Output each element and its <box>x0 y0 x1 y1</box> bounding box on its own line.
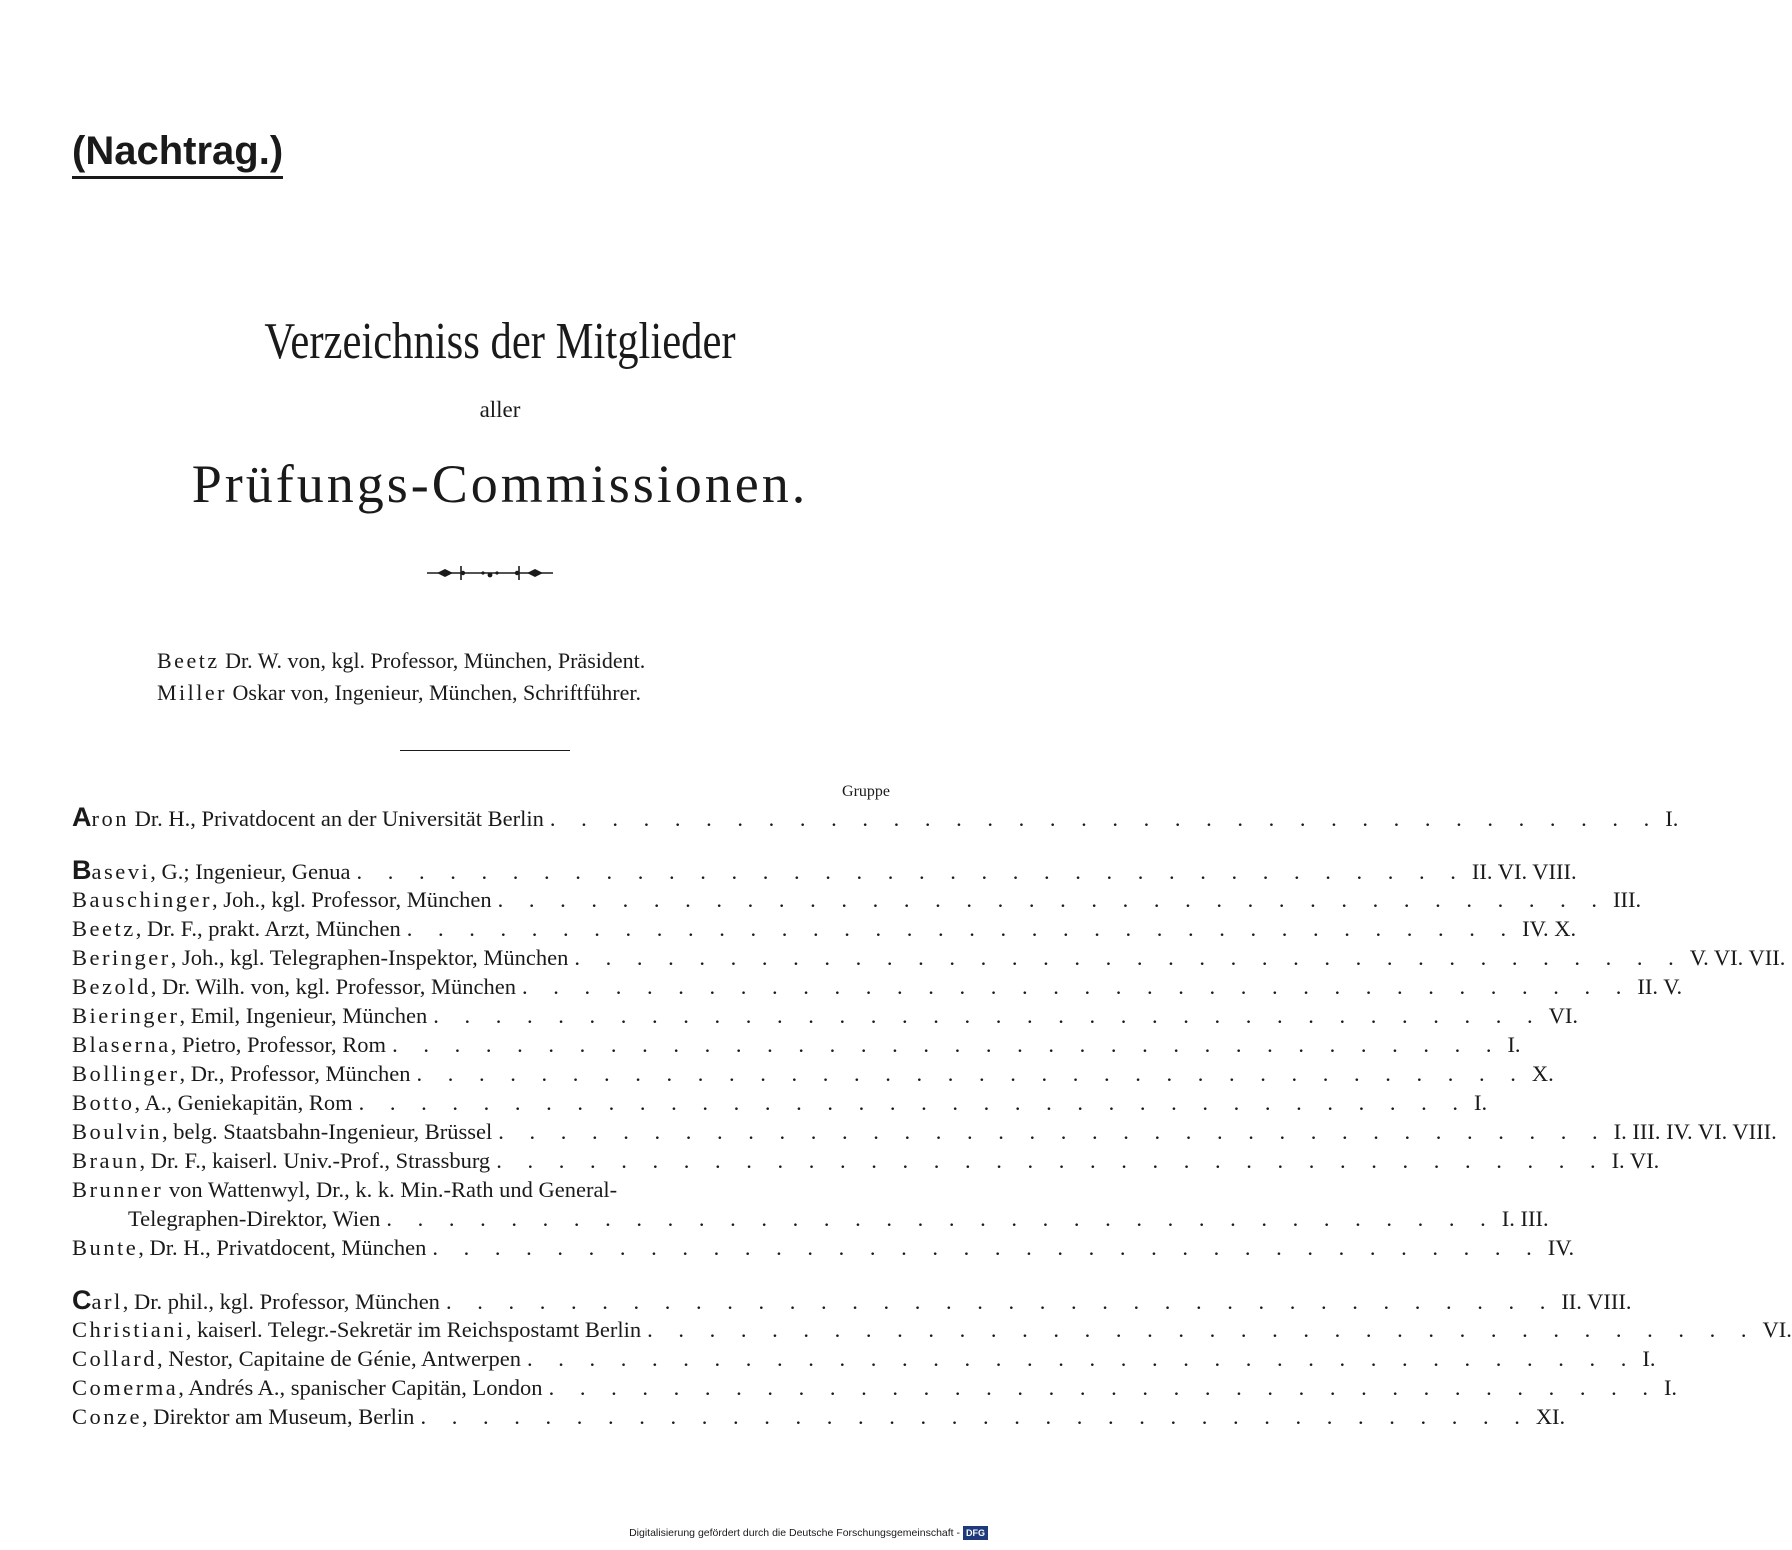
entry-text <box>72 1175 617 1204</box>
list-item <box>72 943 1786 972</box>
dfg-logo: DFG <box>963 1526 988 1540</box>
entry-details: , Joh., kgl. Telegraphen-Inspektor, München <box>170 945 569 970</box>
entry-details: , Dr. phil., kgl. Professor, München <box>122 1289 440 1314</box>
entry-details: , Emil, Ingenieur, München <box>179 1003 428 1028</box>
entry-text <box>72 885 492 914</box>
entry-name: Bezold <box>72 974 151 999</box>
entry-details: , Nestor, Capitaine de Génie, Antwerpen <box>157 1346 521 1371</box>
dot-leader: . . . . . . . . . . . . . . . . . . . . . . . . . . . . . . . . . . . . <box>406 916 1517 941</box>
entry-name: Collard <box>72 1346 157 1371</box>
list-item <box>72 1285 1632 1315</box>
list-item <box>72 1233 1575 1262</box>
entry-text <box>72 856 351 886</box>
entry-text <box>72 1059 410 1088</box>
dot-leader: . . . . . . . . . . . . . . . . . . . . . . . . . . . . . . . . . . . . <box>392 1032 1502 1057</box>
dot-leader: . . . . . . . . . . . . . . . . . . . . . . . . . . . . . . . . . . . . <box>433 1003 1543 1028</box>
entry-details: , Pietro, Professor, Rom <box>170 1032 387 1057</box>
list-item <box>72 1373 1678 1402</box>
entry-details: , A., Geniekapitän, Rom <box>134 1090 353 1115</box>
entry-text <box>72 803 544 833</box>
entry-group: II. VI. VIII. <box>1471 859 1577 884</box>
entry-details: , kaiserl. Telegr.-Sekretär im Reichspostamt Berlin <box>185 1317 642 1342</box>
officer-name: Miller <box>157 680 227 705</box>
entry-text <box>72 1030 386 1059</box>
entry-initial: B <box>72 855 92 885</box>
entry-name: Braun <box>72 1148 140 1173</box>
gruppe-column-header: Gruppe <box>842 783 890 800</box>
footer-credit <box>629 1526 988 1540</box>
dot-leader: . . . . . . . . . . . . . . . . . . . . . . . . . . . . . . . . . . . . <box>496 1148 1606 1173</box>
dot-leader: . . . . . . . . . . . . . . . . . . . . . . . . . . . . . . . . . . . . <box>548 1375 1658 1400</box>
entry-text <box>72 1233 426 1262</box>
list-item <box>72 1344 1656 1373</box>
list-item <box>72 885 1642 914</box>
entry-name: Beringer <box>72 945 171 970</box>
dot-leader: . . . . . . . . . . . . . . . . . . . . . . . . . . . . . . . . . . . . <box>522 974 1632 999</box>
entry-name: asevi <box>91 859 151 884</box>
entry-details: , belg. Staatsbahn-Ingenieur, Brüssel <box>162 1119 493 1144</box>
entry-group: V. VI. VII. <box>1689 945 1786 970</box>
dot-leader: . . . . . . . . . . . . . . . . . . . . . . . . . . . . . . . . . . . . <box>527 1346 1637 1371</box>
dot-leader: . . . . . . . . . . . . . . . . . . . . . . . . . . . . . . . . . . . . <box>497 887 1608 912</box>
entry-text <box>72 1315 641 1344</box>
separator-rule <box>400 750 570 751</box>
entry-initial: C <box>72 1285 92 1315</box>
list-item <box>72 1117 1777 1146</box>
entry-name: Beetz <box>72 916 136 941</box>
entry-text <box>72 1146 490 1175</box>
entry-text <box>72 972 516 1001</box>
entry-text <box>72 1402 414 1431</box>
entry-text <box>72 1204 380 1233</box>
list-item <box>72 914 1577 943</box>
entry-text <box>72 1373 543 1402</box>
entry-name: ron <box>91 806 129 831</box>
list-item <box>72 1315 1792 1344</box>
entry-name: Bauschinger <box>72 887 212 912</box>
officer-line <box>157 677 877 709</box>
list-item <box>72 855 1577 885</box>
entry-details: , Andrés A., spanischer Capitän, London <box>178 1375 543 1400</box>
officer-details: Dr. W. von, kgl. Professor, München, Präsident. <box>219 648 646 673</box>
entry-details: , Dr. F., prakt. Arzt, München <box>135 916 401 941</box>
entry-details: , Joh., kgl. Professor, München <box>211 887 492 912</box>
entry-group: I. VI. <box>1611 1148 1660 1173</box>
entry-group: X. <box>1531 1061 1554 1086</box>
entry-group: VI. <box>1548 1003 1579 1028</box>
footer-text: Digitalisierung gefördert durch die Deutsche Forschungsgemeinschaft - <box>629 1527 960 1539</box>
officer-line <box>157 645 877 677</box>
list-item <box>72 1088 1488 1117</box>
dot-leader: . . . . . . . . . . . . . . . . . . . . . . . . . . . . . . . . . . . . <box>445 1289 1556 1314</box>
entry-name: Blaserna <box>72 1032 171 1057</box>
entry-details: , Dr., Professor, München <box>179 1061 411 1086</box>
entry-group: I. <box>1663 1375 1678 1400</box>
entry-group: I. <box>1665 806 1679 831</box>
dot-leader: . . . . . . . . . . . . . . . . . . . . . . . . . . . . . . . . . . . . <box>574 945 1684 970</box>
entry-details: , Dr. F., kaiserl. Univ.-Prof., Strassburg <box>139 1148 491 1173</box>
entry-group: VI. <box>1762 1317 1792 1342</box>
officers-block <box>157 645 877 709</box>
entry-details: Telegraphen-Direktor, Wien <box>128 1206 381 1231</box>
entry-name: Comerma <box>72 1375 179 1400</box>
dot-leader: . . . . . . . . . . . . . . . . . . . . . . . . . . . . . . . . . . . . <box>416 1061 1526 1086</box>
entry-group: XI. <box>1535 1404 1566 1429</box>
entry-details: von Wattenwyl, Dr., k. k. Min.-Rath und General- <box>163 1177 618 1202</box>
officer-details: Oskar von, Ingenieur, München, Schriftführer. <box>227 680 641 705</box>
entry-name: Christiani <box>72 1317 186 1342</box>
list-item <box>72 1175 895 1204</box>
dot-leader: . . . . . . . . . . . . . . . . . . . . . . . . . . . . . . . . . . . . <box>386 1206 1496 1231</box>
entry-text <box>72 1001 427 1030</box>
entry-details: , Direktor am Museum, Berlin <box>141 1404 415 1429</box>
dot-leader: . . . . . . . . . . . . . . . . . . . . . . . . . . . . . . . . . . . . <box>647 1317 1757 1342</box>
entry-name: arl <box>91 1289 123 1314</box>
dot-leader: . . . . . . . . . . . . . . . . . . . . . . . . . . . . . . . . . . . . <box>356 859 1466 884</box>
entry-name: Botto <box>72 1090 135 1115</box>
list-item <box>72 802 1679 832</box>
member-list <box>72 802 1792 1431</box>
entry-text <box>72 914 401 943</box>
entry-name: Conze <box>72 1404 142 1429</box>
entry-name: Bunte <box>72 1235 139 1260</box>
entry-group: I. <box>1642 1346 1656 1371</box>
entry-text <box>72 1344 521 1373</box>
entry-group: I. III. IV. VI. VIII. <box>1613 1119 1777 1144</box>
entry-group: I. III. <box>1501 1206 1549 1231</box>
entry-text <box>72 1117 492 1146</box>
entry-group: I. <box>1473 1090 1488 1115</box>
entry-text <box>72 1088 353 1117</box>
list-item <box>72 1030 1521 1059</box>
title-line-2: aller <box>479 397 521 422</box>
dot-leader: . . . . . . . . . . . . . . . . . . . . . . . . . . . . . . . . . . . . <box>498 1119 1608 1144</box>
title-line-3: Prüfungs-Commissionen. <box>191 454 809 514</box>
entry-group: I. <box>1507 1032 1521 1057</box>
entry-text <box>72 1286 440 1316</box>
ornament-divider <box>425 563 555 583</box>
entry-group: II. VIII. <box>1561 1289 1632 1314</box>
entry-name: Bollinger <box>72 1061 180 1086</box>
title-line-1: Verzeichniss der Mitglieder <box>264 313 736 370</box>
list-item <box>72 1146 1660 1175</box>
dot-leader: . . . . . . . . . . . . . . . . . . . . . . . . . . . . . . . . . . . . <box>358 1090 1468 1115</box>
entry-details: , Dr. H., Privatdocent, München <box>138 1235 427 1260</box>
list-item <box>72 1001 1579 1030</box>
dot-leader: . . . . . . . . . . . . . . . . . . . . . . . . . . . . . . . . . . . . <box>432 1235 1542 1260</box>
entry-group: IV. X. <box>1522 916 1577 941</box>
list-item <box>72 972 1683 1001</box>
entry-group: IV. <box>1547 1235 1575 1260</box>
entry-name: Brunner <box>72 1177 164 1202</box>
officer-name: Beetz <box>157 648 220 673</box>
entry-details: Dr. H., Privatdocent an der Universität Berlin <box>129 806 544 831</box>
entry-group: III. <box>1613 887 1642 912</box>
entry-details: , Dr. Wilh. von, kgl. Professor, München <box>150 974 516 999</box>
entry-group: II. V. <box>1637 974 1683 999</box>
dot-leader: . . . . . . . . . . . . . . . . . . . . . . . . . . . . . . . . . . . . <box>549 806 1660 831</box>
entry-name: Bieringer <box>72 1003 180 1028</box>
entry-name: Boulvin <box>72 1119 163 1144</box>
nachtrag-heading: (Nachtrag.) <box>72 128 283 179</box>
entry-text <box>72 943 568 972</box>
entry-details: , G.; Ingenieur, Genua <box>150 859 351 884</box>
list-item <box>72 1059 1554 1088</box>
list-item <box>72 1204 1549 1233</box>
dot-leader: . . . . . . . . . . . . . . . . . . . . . . . . . . . . . . . . . . . . <box>420 1404 1530 1429</box>
list-item <box>72 1402 1566 1431</box>
entry-initial: A <box>72 802 92 832</box>
